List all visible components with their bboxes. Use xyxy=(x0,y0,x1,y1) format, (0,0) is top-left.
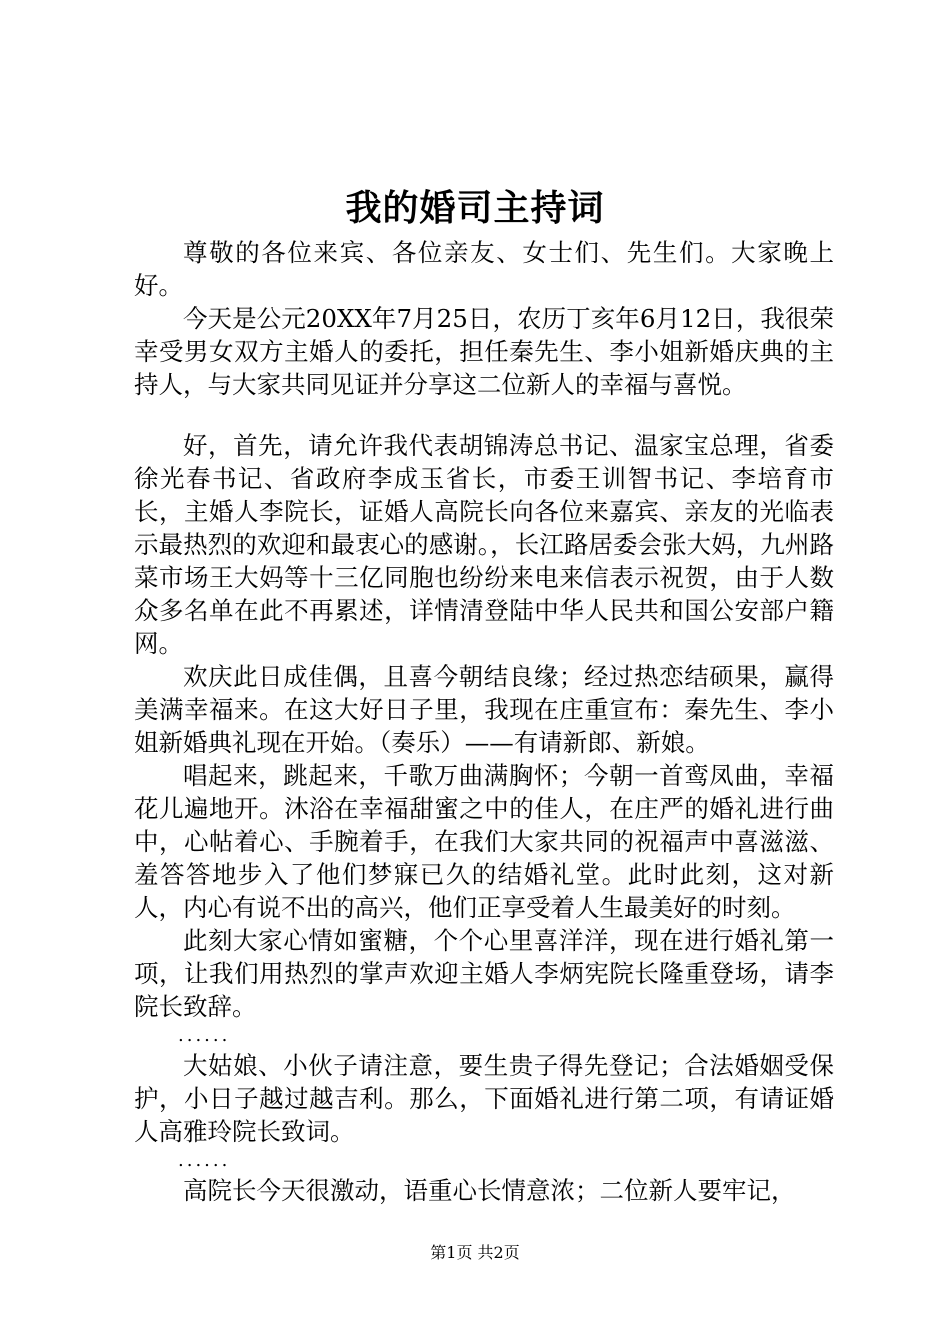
paragraph-greeting: 尊敬的各位来宾、各位亲友、女士们、先生们。大家晚上好。 xyxy=(134,238,834,300)
paragraph-ceremony-start: 欢庆此日成佳偶，且喜今朝结良缘；经过热恋结硕果，赢得美满幸福来。在这大好日子里，我现在庄重宣布：秦先生、李小姐新婚典礼现在开始。（奏乐）——有请新郎、新娘。 xyxy=(134,662,834,757)
paragraph-date-intro: 今天是公元20XX年7月25日，农历丁亥年6月12日，我很荣幸受男女双方主婚人的委托，担任秦先生、李小姐新婚庆典的主持人，与大家共同见证并分享这二位新人的幸福与喜悦。 xyxy=(134,304,834,399)
paragraph-closing-partial: 高院长今天很激动，语重心长情意浓；二位新人要牢记， xyxy=(183,1176,796,1205)
paragraph-welcome: 好，首先，请允许我代表胡锦涛总书记、温家宝总理，省委徐光春书记、省政府李成玉省长，市委王训智书记、李培育市长，主婚人李院长，证婚人高院长向各位来嘉宾、亲友的光临表示最热烈的欢迎和最衷心的感谢。，长江路居委会张大妈，九州路菜市场王大妈等十三亿同胞也纷纷来电来信表示祝贺，由于人数众多名单在此不再累述，详情清登陆中华人民共和国公安部户籍网。 xyxy=(134,431,834,658)
document-title: 我的婚司主持词 xyxy=(345,187,605,229)
page-footer: 第1页 共2页 xyxy=(430,1243,520,1262)
ellipsis-2: ...... xyxy=(178,1150,231,1171)
ellipsis-1: ...... xyxy=(178,1025,231,1046)
document-body xyxy=(134,236,834,1207)
paragraph-item-two: 大姑娘、小伙子请注意，要生贵子得先登记；合法婚姻受保护，小日子越过越吉利。那么，下面婚礼进行第二项，有请证婚人高雅玲院长致词。 xyxy=(134,1051,834,1146)
paragraph-couple-entrance: 唱起来，跳起来，千歌万曲满胸怀；今朝一首鸾凤曲，幸福花儿遍地开。沐浴在幸福甜蜜之中的佳人，在庄严的婚礼进行曲中，心帖着心、手腕着手，在我们大家共同的祝福声中喜滋滋、羞答答地步入了他们梦寐已久的结婚礼堂。此时此刻，这对新人，内心有说不出的高兴，他们正享受着人生最美好的时刻。 xyxy=(134,761,834,922)
paragraph-item-one: 此刻大家心情如蜜糖，个个心里喜洋洋，现在进行婚礼第一项，让我们用热烈的掌声欢迎主婚人李炳宪院长隆重登场，请李院长致辞。 xyxy=(134,926,834,1021)
